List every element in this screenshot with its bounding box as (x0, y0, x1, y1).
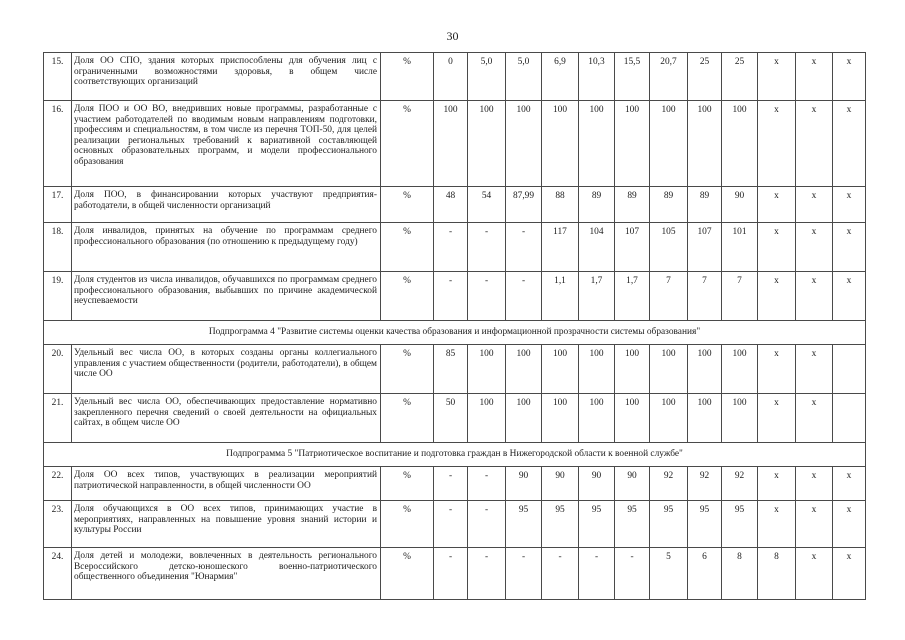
indicator-name: Удельный вес числа ОО, в которых созданы органы коллегиального управления с участием общественности (родители, работодатели), в общем числе ОО (72, 345, 381, 394)
value-cell: 85 (434, 345, 468, 394)
value-cell: 7 (688, 272, 722, 321)
value-cell: - (434, 272, 468, 321)
unit-cell: % (381, 394, 434, 443)
value-cell: 15,5 (615, 52, 650, 101)
value-cell: 101 (722, 223, 758, 272)
row-number: 22. (43, 467, 72, 501)
indicator-name: Доля ПОО и ОО ВО, внедривших новые программы, разработанные с участием работодателей по вводимым новым направлениям подготовки, профессиям и специальностям, в том числе из перечня ТОП-50, для целей реализации региональных требований к вариативной составляющей основных образовательных программ, и модели профессионального образования (72, 101, 381, 187)
value-cell: 25 (688, 52, 722, 101)
value-cell: 100 (650, 345, 688, 394)
indicator-name: Доля ОО всех типов, участвующих в реализации мероприятий патриотической направленности, в общей численности ОО (72, 467, 381, 501)
indicator-name: Доля ПОО, в финансировании которых участвуют предприятия-работодатели, в общей численности организаций (72, 187, 381, 223)
value-cell: 0 (434, 52, 468, 101)
value-cell: 90 (615, 467, 650, 501)
value-cell: 89 (650, 187, 688, 223)
value-cell: x (796, 187, 833, 223)
indicator-name: Доля обучающихся в ОО всех типов, принимающих участие в мероприятиях, направленных на повышение уровня знаний истории и культуры России (72, 501, 381, 548)
subprogram-heading: Подпрограмма 5 "Патриотическое воспитание и подготовка граждан в Нижегородской области к военной службе" (43, 443, 866, 467)
value-cell: 100 (650, 394, 688, 443)
value-cell: 100 (615, 394, 650, 443)
value-cell: 8 (722, 548, 758, 600)
value-cell: 100 (650, 101, 688, 187)
value-cell: 92 (722, 467, 758, 501)
page-number: 30 (446, 29, 459, 43)
value-cell: x (833, 272, 866, 321)
value-cell: 1,1 (542, 272, 579, 321)
value-cell: x (758, 101, 796, 187)
value-cell: 100 (542, 101, 579, 187)
value-cell: - (615, 548, 650, 600)
value-cell: 100 (506, 394, 542, 443)
value-cell: x (833, 187, 866, 223)
value-cell: 90 (579, 467, 615, 501)
value-cell: 100 (468, 101, 506, 187)
value-cell: 54 (468, 187, 506, 223)
row-number: 24. (43, 548, 72, 600)
value-cell: - (434, 501, 468, 548)
value-cell: 5,0 (468, 52, 506, 101)
value-cell: - (506, 272, 542, 321)
value-cell: 20,7 (650, 52, 688, 101)
value-cell: - (468, 548, 506, 600)
value-cell: - (579, 548, 615, 600)
value-cell: x (758, 394, 796, 443)
row-number: 21. (43, 394, 72, 443)
value-cell: - (468, 467, 506, 501)
value-cell: 100 (722, 345, 758, 394)
value-cell: 5 (650, 548, 688, 600)
value-cell: x (833, 467, 866, 501)
unit-cell: % (381, 548, 434, 600)
value-cell: 7 (722, 272, 758, 321)
unit-cell: % (381, 52, 434, 101)
unit-cell: % (381, 187, 434, 223)
value-cell: 100 (468, 345, 506, 394)
row-number: 20. (43, 345, 72, 394)
value-cell: 100 (722, 394, 758, 443)
indicator-name: Доля студентов из числа инвалидов, обучавшихся по программам среднего профессионального образования, выбывших по причине академической неуспеваемости (72, 272, 381, 321)
value-cell: x (833, 501, 866, 548)
value-cell: 50 (434, 394, 468, 443)
value-cell: 100 (542, 394, 579, 443)
value-cell: - (506, 548, 542, 600)
subprogram-heading: Подпрограмма 4 "Развитие системы оценки качества образования и информационной прозрачности системы образования" (43, 321, 866, 345)
indicator-name: Доля ОО СПО, здания которых приспособлены для обучения лиц с ограниченными возможностями здоровья, в общем числе соответствующих организаций (72, 52, 381, 101)
value-cell: 89 (615, 187, 650, 223)
value-cell: 5,0 (506, 52, 542, 101)
value-cell (833, 345, 866, 394)
value-cell: 95 (688, 501, 722, 548)
value-cell: x (833, 548, 866, 600)
value-cell: x (796, 501, 833, 548)
value-cell: x (796, 52, 833, 101)
row-number: 18. (43, 223, 72, 272)
value-cell: 100 (468, 394, 506, 443)
value-cell: - (434, 223, 468, 272)
row-number: 23. (43, 501, 72, 548)
indicator-name: Доля детей и молодежи, вовлеченных в деятельность регионального Всероссийского детско-юношеского военно-патриотического общественного объединения "Юнармия" (72, 548, 381, 600)
unit-cell: % (381, 101, 434, 187)
value-cell: 95 (722, 501, 758, 548)
value-cell: 100 (506, 101, 542, 187)
value-cell: 88 (542, 187, 579, 223)
row-number: 19. (43, 272, 72, 321)
value-cell: 105 (650, 223, 688, 272)
unit-cell: % (381, 345, 434, 394)
value-cell: 10,3 (579, 52, 615, 101)
row-number: 16. (43, 101, 72, 187)
value-cell: x (796, 345, 833, 394)
unit-cell: % (381, 223, 434, 272)
value-cell: 87,99 (506, 187, 542, 223)
value-cell: x (758, 52, 796, 101)
value-cell: 92 (650, 467, 688, 501)
unit-cell: % (381, 501, 434, 548)
indicator-name: Доля инвалидов, принятых на обучение по программам среднего профессионального образования (по отношению к предыдущему году) (72, 223, 381, 272)
value-cell: 100 (542, 345, 579, 394)
value-cell: 90 (722, 187, 758, 223)
value-cell: 6 (688, 548, 722, 600)
value-cell: 107 (615, 223, 650, 272)
value-cell: 89 (579, 187, 615, 223)
value-cell: - (468, 501, 506, 548)
value-cell: 25 (722, 52, 758, 101)
value-cell: - (468, 223, 506, 272)
value-cell: - (434, 548, 468, 600)
value-cell: x (833, 101, 866, 187)
value-cell: 95 (579, 501, 615, 548)
value-cell: - (506, 223, 542, 272)
value-cell: x (796, 272, 833, 321)
value-cell: x (833, 52, 866, 101)
value-cell: - (468, 272, 506, 321)
value-cell: 95 (615, 501, 650, 548)
value-cell: x (796, 548, 833, 600)
value-cell: 100 (579, 394, 615, 443)
value-cell: 90 (506, 467, 542, 501)
unit-cell: % (381, 272, 434, 321)
value-cell: x (833, 223, 866, 272)
value-cell: 117 (542, 223, 579, 272)
value-cell: 100 (615, 101, 650, 187)
value-cell: 107 (688, 223, 722, 272)
value-cell: 100 (688, 394, 722, 443)
value-cell: 100 (688, 345, 722, 394)
value-cell: 95 (542, 501, 579, 548)
value-cell: x (796, 467, 833, 501)
value-cell: 48 (434, 187, 468, 223)
value-cell: 89 (688, 187, 722, 223)
value-cell: 95 (650, 501, 688, 548)
value-cell: 100 (722, 101, 758, 187)
value-cell: 100 (615, 345, 650, 394)
value-cell: 95 (506, 501, 542, 548)
value-cell: x (758, 501, 796, 548)
value-cell: 104 (579, 223, 615, 272)
value-cell: 1,7 (615, 272, 650, 321)
value-cell: x (758, 467, 796, 501)
value-cell: 100 (579, 101, 615, 187)
value-cell: 100 (434, 101, 468, 187)
value-cell: 1,7 (579, 272, 615, 321)
value-cell: 90 (542, 467, 579, 501)
value-cell: 92 (688, 467, 722, 501)
value-cell: x (758, 187, 796, 223)
value-cell (833, 394, 866, 443)
value-cell: 6,9 (542, 52, 579, 101)
unit-cell: % (381, 467, 434, 501)
value-cell: - (542, 548, 579, 600)
value-cell: 100 (688, 101, 722, 187)
value-cell: x (758, 272, 796, 321)
row-number: 17. (43, 187, 72, 223)
value-cell: x (796, 101, 833, 187)
value-cell: 7 (650, 272, 688, 321)
row-number: 15. (43, 52, 72, 101)
value-cell: x (758, 345, 796, 394)
value-cell: 100 (506, 345, 542, 394)
value-cell: x (758, 223, 796, 272)
indicator-name: Удельный вес числа ОО, обеспечивающих предоставление нормативно закрепленного перечня сведений о своей деятельности на официальных сайтах, в общем числе ОО (72, 394, 381, 443)
value-cell: x (796, 223, 833, 272)
value-cell: x (796, 394, 833, 443)
value-cell: 100 (579, 345, 615, 394)
value-cell: 8 (758, 548, 796, 600)
value-cell: - (434, 467, 468, 501)
